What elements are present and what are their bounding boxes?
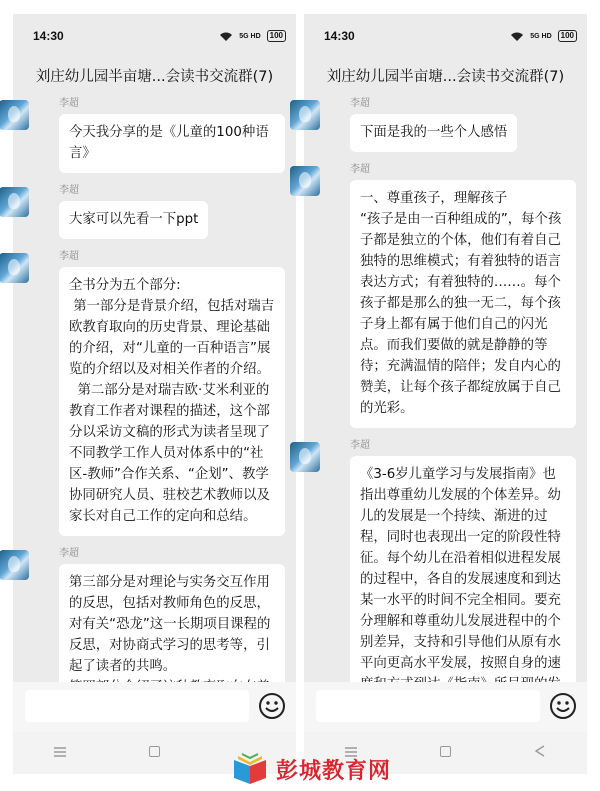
message-bubble[interactable]: 一、尊重孩子，理解孩子 “孩子是由一百种组成的”，每个孩子都是独立的个体，他们有着自己独特的思维模式；有着独特的语言表达方式；有着独特的……。每个孩子都是那么的独一无二，每个孩子身上都有属于他们自己的闪光点。而我们要做的就是静静的等待；充满温情的陪伴；发自内心的赞美，让每个孩子都绽放属于自己的光彩。 (350, 180, 576, 428)
list-item (304, 98, 587, 152)
wifi-icon (219, 31, 233, 42)
battery-icon: 100 (558, 30, 577, 42)
left-phone-screen (13, 14, 296, 774)
watermark (230, 752, 391, 786)
avatar[interactable] (0, 100, 29, 130)
chat-list[interactable] (304, 98, 587, 678)
back-icon[interactable] (520, 745, 560, 761)
message-input[interactable] (316, 690, 540, 722)
message-bubble[interactable]: 全书分为五个部分: 第一部分是背景介绍，包括对瑞吉欧教育取向的历史背景、理论基础的介绍，对“儿童的一百种语言”展览的介绍以及对相关作者的介绍。 第二部分是对瑞吉欧·艾米利亚的教育工作者对课程的描述，这个部分以采访文稿的形式为读者呈现了不同教学工作人员对体系中的“社区-教师”合作关系、“企划”、教学协同研究人员、驻校艺术教师以及家长对自己工作的定向和总结。 (59, 267, 285, 536)
watermark-text: 彭城教育网 (276, 758, 392, 784)
avatar[interactable] (0, 187, 29, 217)
sender-name: 李超 (59, 548, 79, 559)
status-bar (13, 14, 296, 58)
message-input[interactable] (25, 690, 249, 722)
chat-title[interactable]: 刘庄幼儿园半亩塘...会读书交流群(7) (326, 68, 565, 85)
home-icon[interactable] (425, 745, 465, 761)
message-bubble[interactable]: 大家可以先看一下ppt (59, 201, 208, 239)
input-bar (304, 682, 587, 732)
sender-name: 李超 (350, 164, 370, 175)
status-time: 14:30 (33, 29, 64, 43)
sender-name: 李超 (350, 440, 370, 451)
avatar[interactable] (0, 550, 29, 580)
sender-name: 李超 (59, 98, 79, 109)
signal-icon: 5G HD (530, 32, 552, 40)
chat-title[interactable]: 刘庄幼儿园半亩塘...会读书交流群(7) (35, 68, 274, 85)
emoji-icon[interactable] (549, 692, 577, 720)
message-bubble[interactable]: 今天我分享的是《儿童的100种语言》 (59, 114, 285, 173)
menu-icon[interactable] (40, 745, 80, 761)
battery-icon: 100 (267, 30, 286, 42)
avatar[interactable] (0, 253, 29, 283)
message-bubble[interactable]: 第三部分是对理论与实务交互作用的反思，包括对教师角色的反思，对有关“恐龙”这一长期项目课程的反思，对协商式学习的思考等，引起了读者的共鸣。 (59, 564, 285, 770)
home-icon[interactable] (134, 745, 174, 761)
avatar[interactable] (290, 100, 320, 130)
input-bar (13, 682, 296, 732)
emoji-icon[interactable] (258, 692, 286, 720)
chat-list[interactable] (13, 98, 296, 678)
right-phone-screen (304, 14, 587, 774)
status-bar (304, 14, 587, 58)
wifi-icon (510, 31, 524, 42)
sender-name: 李超 (59, 251, 79, 262)
sender-name: 李超 (350, 98, 370, 109)
sender-name: 李超 (59, 185, 79, 196)
message-bubble[interactable]: 《3-6岁儿童学习与发展指南》也指出尊重幼儿发展的个体差异。幼儿的发展是一个持续、渐进的过程，同时也表现出一定的阶段性特征。每个幼儿在沿着相似进程发展的过程中，各自的发展速度和到达某一水平的时间不完全相同。要充分理解和尊重幼儿发展进程中的个别差异，支持和引导他们从原有水平向更高水平发展，按照自身的速 (350, 456, 576, 746)
status-time: 14:30 (324, 29, 355, 43)
avatar[interactable] (290, 166, 320, 196)
list-item (13, 98, 296, 173)
list-item (304, 164, 587, 428)
signal-icon: 5G HD (239, 32, 261, 40)
avatar[interactable] (290, 442, 320, 472)
list-item (13, 185, 296, 239)
book-logo-icon (230, 752, 270, 786)
list-item (13, 251, 296, 536)
message-bubble[interactable]: 下面是我的一些个人感悟 (350, 114, 517, 152)
